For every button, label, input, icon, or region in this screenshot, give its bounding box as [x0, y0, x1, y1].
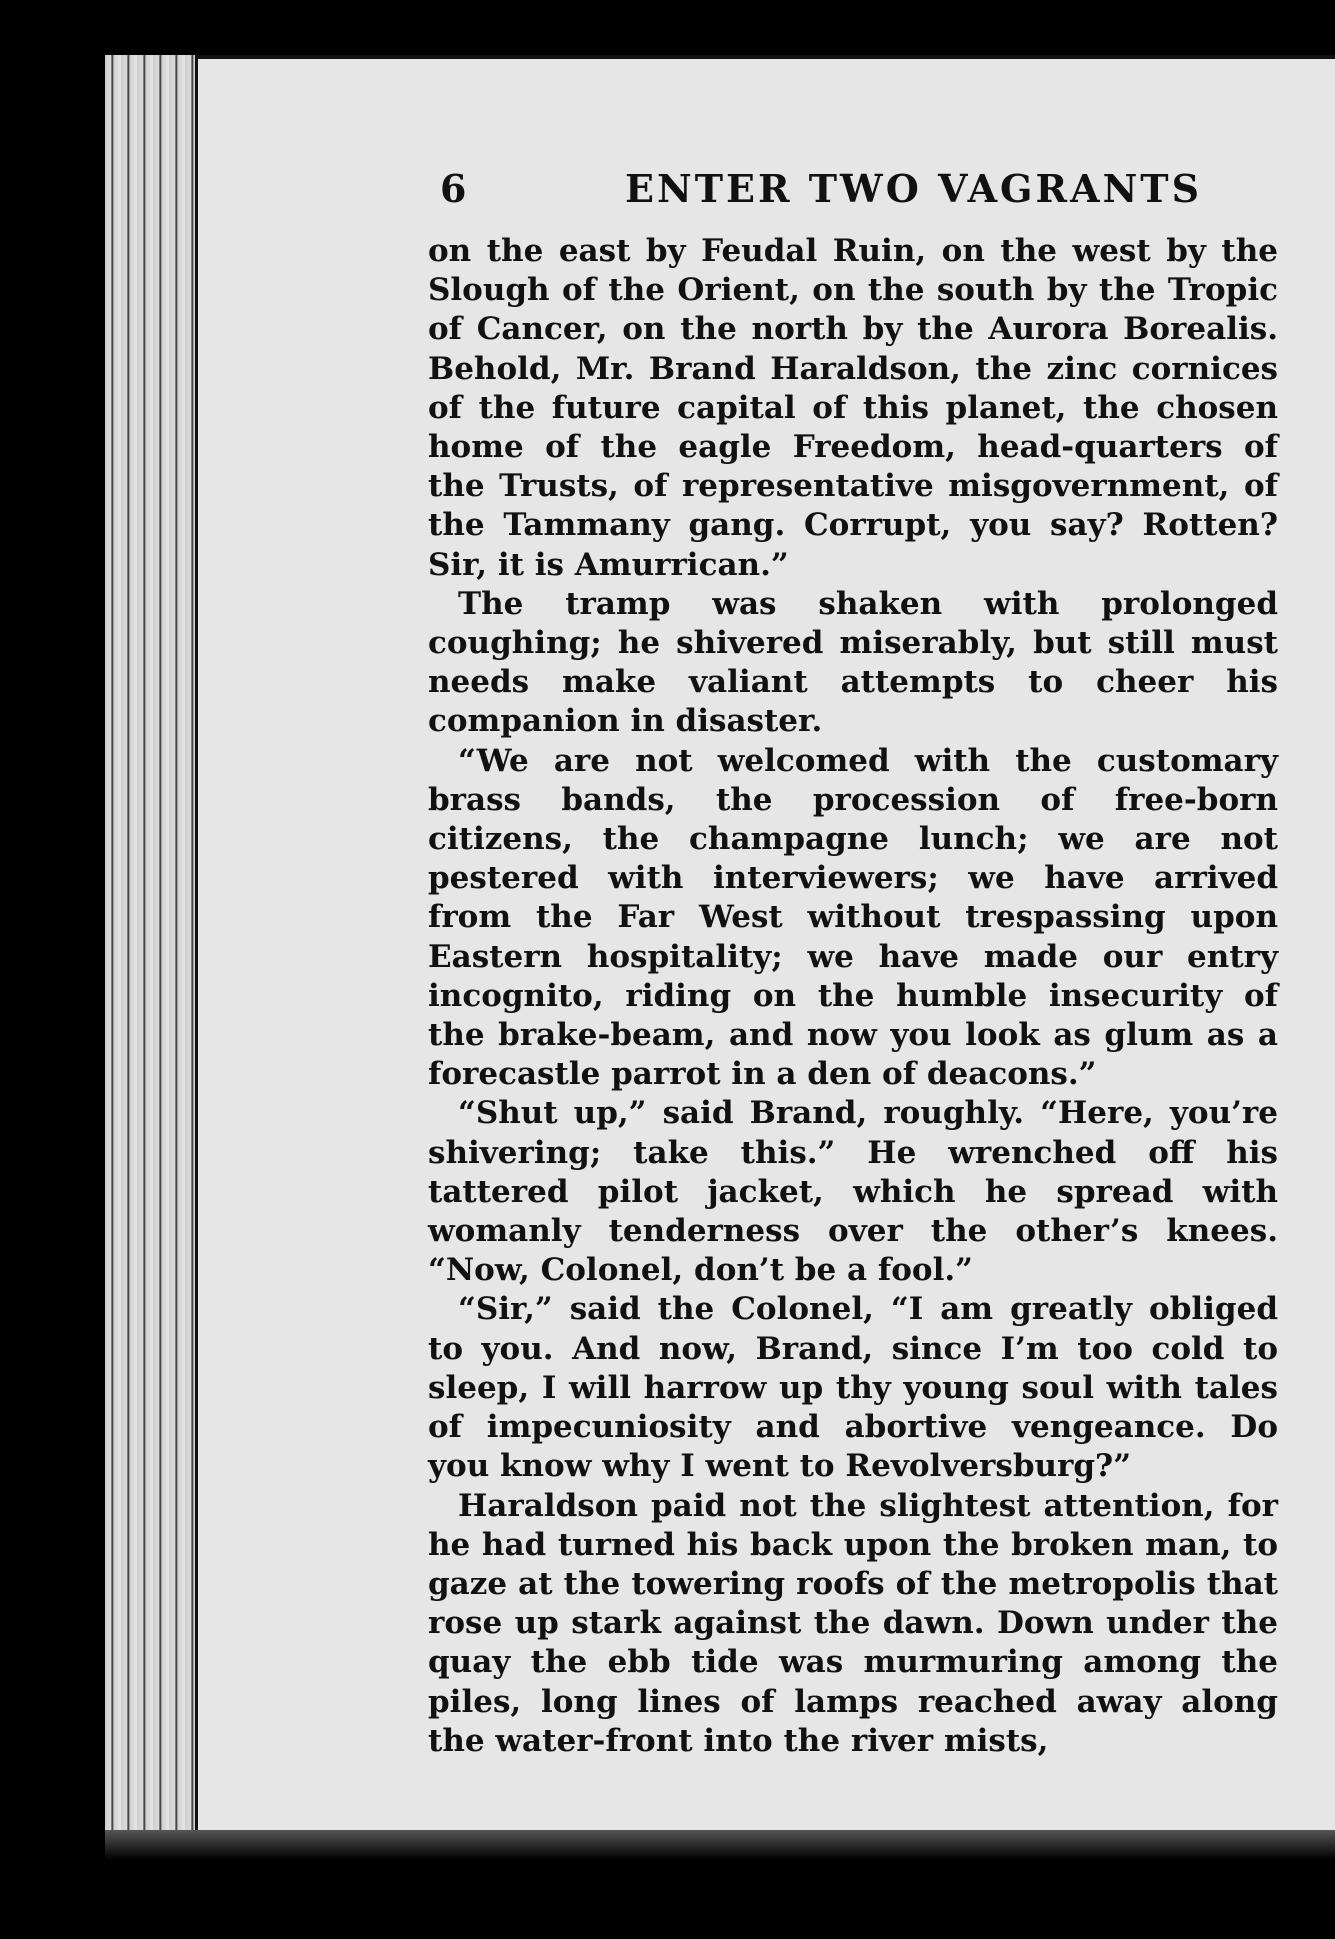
body-text — [428, 232, 1278, 1761]
paragraph: The tramp was shaken with prolonged coughing; he shivered miserably, but still must needs make valiant attempts to cheer his companion in disaster. — [428, 585, 1278, 740]
paragraph: “We are not welcomed with the customary brass bands, the procession of free-born citizens, the champagne lunch; we are not pestered with interviewers; we have arrived from the Far West without trespassing upon Eastern hospitality; we have made our entry incognito, riding on the humble insecurity of the brake-beam, and now you look as glum as a forecastle parrot in a den of deacons.” — [428, 742, 1278, 1093]
running-title: ENTER TWO VAGRANTS — [625, 166, 1203, 211]
page-bottom-shadow — [105, 1830, 1335, 1860]
paragraph: “Sir,” said the Colonel, “I am greatly obliged to you. And now, Brand, since I’m too cold to sleep, I will harrow up thy young soul with tales of impecuniosity and abortive vengeance. Do you know why I went to Revolversburg?” — [428, 1291, 1278, 1485]
paragraph: on the east by Feudal Ruin, on the west by the Slough of the Orient, on the south by the Tropic of Cancer, on the north by the Aurora Borealis. Behold, Mr. Brand Haraldson, the zinc cornices of the future capital of this planet, the chosen home of the eagle Freedom, head-quarters of the Trusts, of representative misgovernment, of the Tammany gang. Corrupt, you say? Rotten? Sir, it is Amurrican.” — [428, 233, 1278, 583]
paragraph: Haraldson paid not the slightest attention, for he had turned his back upon the broken man, to gaze at the towering roofs of the metropolis that rose up stark against the dawn. Down under the quay the ebb tide was murmuring among the piles, long lines of lamps reached away along the water-front into the river mists, — [428, 1487, 1278, 1759]
page-header — [440, 166, 1220, 212]
paragraph: “Shut up,” said Brand, roughly. “Here, you’re shivering; take this.” He wrenched off his tattered pilot jacket, which he spread with womanly tenderness over the other’s knees. “Now, Colonel, don’t be a fool.” — [428, 1095, 1278, 1289]
page-number: 6 — [440, 166, 467, 211]
